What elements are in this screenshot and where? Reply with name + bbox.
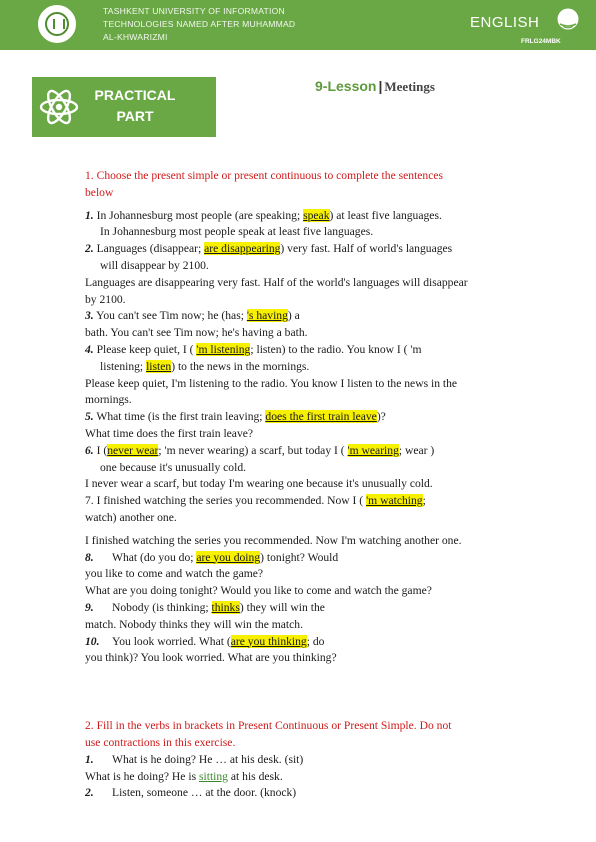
highlighted-answer: 'm wearing [347, 443, 399, 457]
sentence-text: ) very fast. Half of world's languages [280, 242, 453, 256]
highlighted-answer: are you doing [196, 550, 261, 564]
answer-7: I finished watching the series you recommended. Now I'm watching another one. [85, 533, 462, 547]
highlighted-answer: listen [146, 359, 172, 373]
practical-part-banner [32, 77, 216, 137]
sentence-text: What is he doing? He is [85, 769, 199, 783]
sentence-6-cont: one because it's unusually cold. [100, 460, 247, 474]
highlighted-answer: 's having [246, 309, 288, 323]
lesson-number: 9-Lesson [315, 78, 377, 94]
sentence-text: In Johannesburg most people (are speaking; [93, 208, 304, 222]
sentence-10 [85, 634, 555, 651]
highlighted-answer: never wear [107, 443, 159, 457]
answer-4: Please keep quiet, I'm listening to the radio. You know I listen to the news in the [85, 376, 458, 390]
header-bar [0, 0, 596, 50]
lesson-heading [315, 78, 435, 96]
sentence-8 [85, 550, 555, 567]
exercise-1-title: 1. Choose the present simple or present continuous to complete the sentences [85, 169, 444, 182]
sentence-text: Nobody (is thinking; [112, 600, 212, 614]
exercise-2-item-2 [85, 785, 555, 802]
lesson-topic: Meetings [384, 79, 435, 94]
university-name-line: AL-KHWARIZMI [103, 32, 168, 42]
sentence-6 [85, 443, 555, 460]
item-number: 5. [85, 410, 94, 424]
practical-title [84, 85, 186, 127]
sentence-text: ; do [306, 634, 325, 648]
answer-2: Languages are disappearing very fast. Half of the world's languages will disappear [85, 275, 468, 289]
exercise-1-title: below [85, 185, 114, 199]
practical-title-line: PART [116, 108, 154, 124]
sentence-text: I ( [93, 443, 108, 457]
sentence-text: 7. I finished watching the series you recommended. Now I ( [85, 494, 367, 508]
answer-8: What are you doing tonight? Would you like to come and watch the game? [85, 584, 432, 598]
sentence-text: Listen, someone … at the door. (knock) [112, 786, 297, 800]
item-number: 2. [85, 786, 94, 800]
highlighted-answer: speak [303, 208, 330, 222]
sentence-4-cont [85, 359, 555, 376]
sentence-text: ; listen) to the radio. You know I ( 'm [250, 342, 422, 356]
item-number: 1. [85, 752, 94, 766]
sentence-text: Please keep quiet, I ( [93, 342, 197, 356]
university-logo [35, 2, 79, 46]
sentence-text: ) to the news in the mornings. [171, 359, 310, 373]
sentence-7 [85, 493, 555, 510]
sentence-text: ) they will win the [239, 600, 325, 614]
highlighted-answer: are you thinking [230, 634, 307, 648]
exercise-content [85, 168, 555, 802]
sentence-text: listening; [100, 359, 147, 373]
sentence-text: at his desk. [227, 769, 283, 783]
item-number: 8. [85, 550, 94, 564]
answer-3: bath. You can't see Tim now; he's having a bath. [85, 326, 308, 340]
sentence-text: You look worried. What ( [112, 634, 231, 648]
sentence-text: What (do you do; [112, 550, 197, 564]
sentence-2 [85, 241, 555, 258]
highlighted-answer: 'm watching [366, 494, 423, 508]
practical-title-line: PRACTICAL [94, 87, 176, 103]
sentence-text: You can't see Tim now; he (has; [93, 309, 247, 323]
item-number: 9. [85, 600, 94, 614]
university-name-line: TASHKENT UNIVERSITY OF INFORMATION [103, 6, 285, 16]
sentence-8-cont: you like to come and watch the game? [85, 567, 264, 581]
sentence-1 [85, 208, 555, 225]
sentence-text: ) tonight? Would [260, 550, 339, 564]
item-number: 10. [85, 634, 100, 648]
sentence-10-cont: you think)? You look worried. What are you thinking? [85, 651, 337, 665]
globe-icon [556, 7, 580, 31]
sentence-text: ; wear ) [398, 443, 435, 457]
highlighted-answer: are disappearing [204, 242, 281, 256]
sentence-9 [85, 600, 555, 617]
item-number: 3. [85, 309, 94, 323]
exercise-2-item-1 [85, 752, 555, 769]
sentence-text: What is he doing? He … at his desk. (sit) [112, 752, 304, 766]
highlighted-answer: thinks [211, 600, 240, 614]
university-name [103, 5, 295, 44]
course-code: FRLG24MBK [521, 38, 561, 45]
sentence-3 [85, 308, 555, 325]
sentence-text: ) a [287, 309, 300, 323]
exercise-2-title: 2. Fill in the verbs in brackets in Present Continuous or Present Simple. Do not [85, 719, 452, 733]
university-name-line: TECHNOLOGIES NAMED AFTER MUHAMMAD [103, 19, 296, 29]
sentence-5 [85, 409, 555, 426]
sentence-text: ; [422, 494, 426, 508]
answer-4: mornings. [85, 393, 132, 407]
item-number: 4. [85, 342, 94, 356]
language-label: ENGLISH [470, 14, 540, 31]
item-number: 6. [85, 443, 94, 457]
filled-answer: sitting [198, 769, 228, 783]
item-number: 1. [85, 208, 94, 222]
sentence-text: What time (is the first train leaving; [93, 410, 266, 424]
sentence-4 [85, 342, 555, 359]
atom-icon [37, 85, 81, 129]
answer-2: by 2100. [85, 292, 126, 306]
item-number: 2. [85, 242, 94, 256]
sentence-text: Languages (disappear; [93, 242, 205, 256]
answer-6: I never wear a scarf, but today I'm wearing one because it's unusually cold. [85, 477, 433, 491]
sentence-text: ) at least five languages. [329, 208, 442, 222]
lesson-separator: | [378, 78, 383, 94]
highlighted-answer: 'm listening [196, 342, 251, 356]
sentence-2-cont: will disappear by 2100. [100, 258, 209, 272]
highlighted-answer: does the first train leave [265, 410, 377, 424]
exercise-2-answer-1 [85, 769, 555, 786]
answer-1: In Johannesburg most people speak at least five languages. [100, 225, 374, 239]
answer-5: What time does the first train leave? [85, 426, 254, 440]
sentence-9-cont: match. Nobody thinks they will win the match. [85, 617, 303, 631]
sentence-7-cont: watch) another one. [85, 510, 177, 524]
exercise-2-title: use contractions in this exercise. [85, 735, 236, 749]
sentence-text: )? [376, 410, 386, 424]
sentence-text: ; 'm never wearing) a scarf, but today I ( [158, 443, 348, 457]
